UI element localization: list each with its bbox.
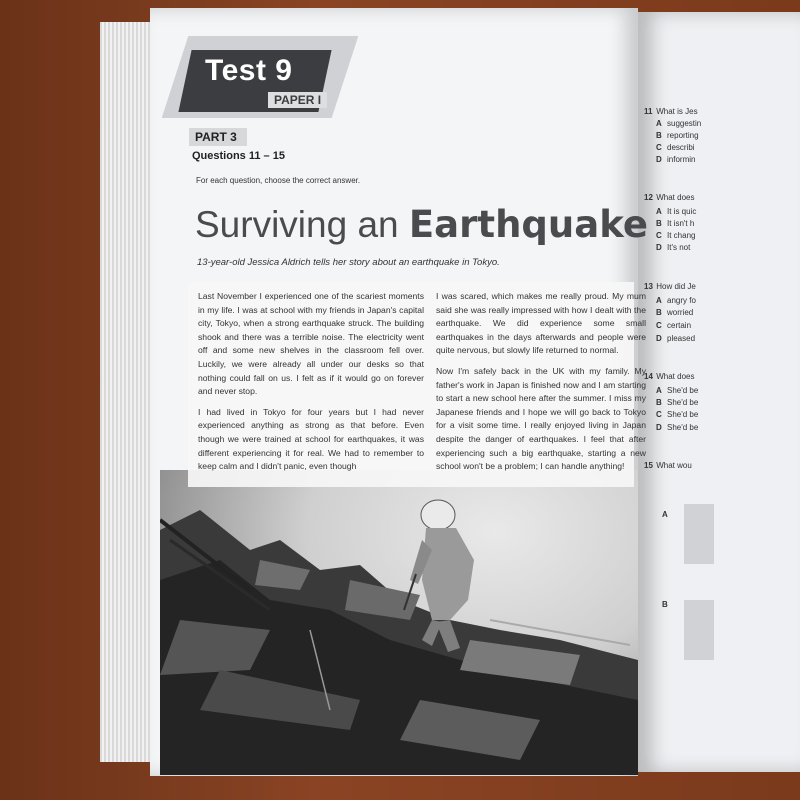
q12-option-c: C It chang <box>656 231 696 240</box>
article-paragraph: I had lived in Tokyo for four years but I had never experienced anything as strong as that before. Even though we were trained at school for earthquakes, it was different experiencing it for real. We had to remember to keep calm and I didn't panic, even though <box>198 406 424 472</box>
right-page <box>638 12 800 772</box>
article-paragraph: Now I'm safely back in the UK with my family. My father's work in Japan is finished now and I am starting to start a new school here after the summer. I miss my Japanese friends and I hope we will go back to Tokyo for a visit some time. I really enjoyed living in Japan despite the danger of earthquakes. I feel that after experiencing such a big earthquake, starting a new school won't be a problem; I can handle anything! <box>436 365 646 472</box>
q12-option-d: D It's not <box>656 243 691 252</box>
q14-option-d: D She'd be <box>656 423 699 432</box>
q12-option-a: A It is quic <box>656 207 697 216</box>
q11-option-a: A suggestin <box>656 119 702 128</box>
q12-option-b: B It isn't h <box>656 219 695 228</box>
q13-option-c: C certain <box>656 321 692 330</box>
instruction-text: For each question, choose the correct answer. <box>196 176 361 185</box>
questions-label: Questions 11 – 15 <box>192 150 285 162</box>
q13-option-b: B worried <box>656 308 694 317</box>
question-12: 12 What does <box>644 193 695 202</box>
q11-option-b: B reporting <box>656 131 699 140</box>
part-label: PART 3 <box>189 128 247 146</box>
paper-label: PAPER I <box>268 92 327 108</box>
q11-option-d: D informin <box>656 155 696 164</box>
q11-option-c: C describi <box>656 143 695 152</box>
test-title: Test 9 <box>205 54 293 87</box>
q14-option-a: A She'd be <box>656 386 699 395</box>
article-title-part2: Earthquake <box>408 203 648 246</box>
q15-option-a-label: A <box>662 510 668 519</box>
question-15: 15 What wou <box>644 461 692 470</box>
q14-option-c: C She'd be <box>656 410 699 419</box>
question-11: 11 What is Jes <box>644 107 698 116</box>
q15-option-b-label: B <box>662 600 668 609</box>
article-title-part1: Surviving an <box>195 204 409 245</box>
q15-option-b-image <box>684 600 714 660</box>
article-paragraph: I was scared, which makes me really proud. My mum said she was really impressed with how I dealt with the earthquake. We did experience some small earthquakes in the days afterwards and people were quite nervous, but slowly life returned to normal. <box>436 291 646 356</box>
question-14: 14 What does <box>644 372 695 381</box>
q13-option-d: D pleased <box>656 334 696 343</box>
question-13: 13 How did Je <box>644 282 696 291</box>
article-title <box>195 203 648 246</box>
rubble-illustration <box>160 470 638 775</box>
earthquake-photo <box>160 470 638 775</box>
q14-option-b: B She'd be <box>656 398 699 407</box>
article-paragraph: Last November I experienced one of the scariest moments in my life. I was at school with my friends in Japan's capital city, Tokyo, when a strong earthquake struck. The building shook and there was a terrible noise. The electricity went off and some new shelves in the classroom fell over. Luckily, we were already all under our desks so that nothing could fall on us. I felt as if it would go on forever and never stop. <box>198 291 424 397</box>
article-right-column <box>436 290 646 481</box>
q13-option-a: A angry fo <box>656 296 696 305</box>
q15-option-a-image <box>684 504 714 564</box>
article-left-column <box>198 290 424 481</box>
article-subtitle: 13-year-old Jessica Aldrich tells her story about an earthquake in Tokyo. <box>197 257 500 268</box>
